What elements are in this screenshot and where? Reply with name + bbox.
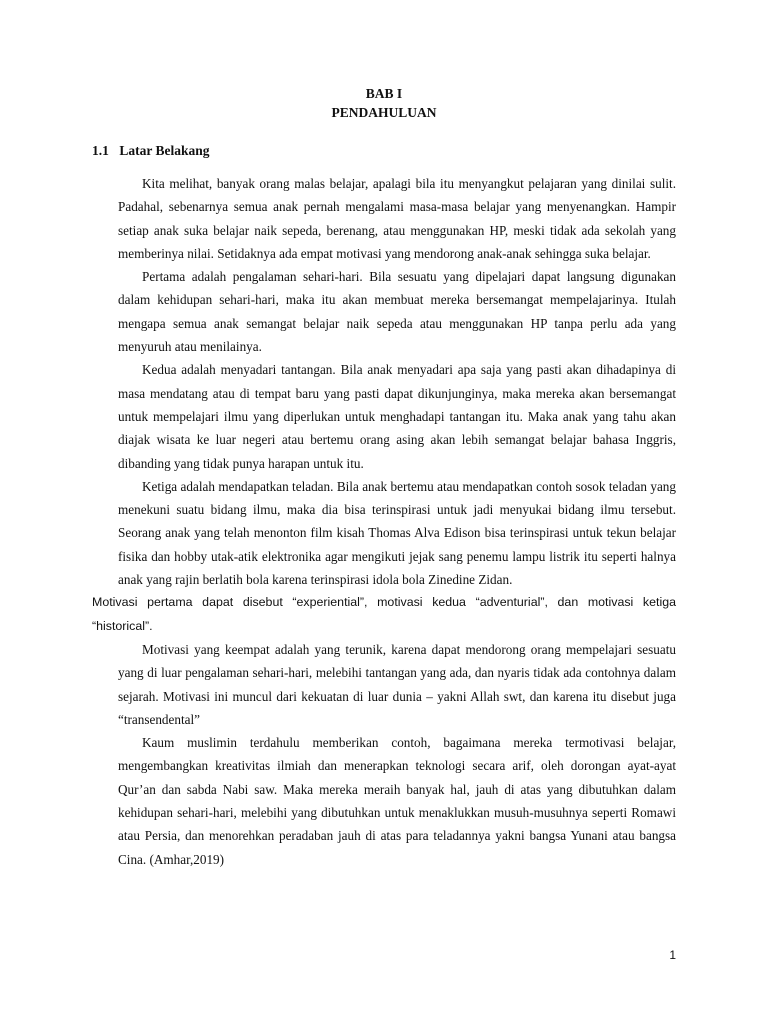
paragraph-muslim-example: Kaum muslimin terdahulu memberikan contoh, bagaimana mereka termotivasi belajar, mengembangkan kreativitas ilmiah dan menerapkan teknologi secara arif, oleh dorongan ayat-ayat Qur’an dan sabda Nabi saw. Maka mereka meraih banyak hal, jauh di atas yang dibutuhkan dalam kehidupan sehari-hari, melebihi yang dibutuhkan untuk menaklukkan musuh-musuhnya seperti Romawi atau Persia, dan menorehkan peradaban jauh di atas para teladannya yakni bangsa Yunani atau bangsa Cina. (Amhar,2019) (118, 735, 676, 867)
paragraph-fourth-motivation: Motivasi yang keempat adalah yang terunik, karena dapat mendorong orang mempelajari sesuatu yang di luar pengalaman sehari-hari, melebihi tantangan yang ada, dan nyaris tidak ada contohnya dalam sejarah. Motivasi ini muncul dari kekuatan di luar dunia – yakni Allah swt, dan karena itu disebut juga “transendental” (118, 641, 676, 727)
paragraph-motivation-names: Motivasi pertama dapat disebut “experiential”, motivasi kedua “adventurial”, dan motivasi ketiga “historical”. (92, 595, 676, 633)
body-text (92, 172, 676, 871)
paragraph-second-motivation: Kedua adalah menyadari tantangan. Bila anak menyadari apa saja yang pasti akan dihadapinya di masa mendatang atau di tempat baru yang pasti dapat dikunjunginya, maka mereka akan bersemangat untuk mempelajari ilmu yang diperlukan untuk menghadapi tantangan itu. Maka anak yang tahu akan diajak wisata ke luar negeri atau bertemu orang asing akan lebih semangat belajar bahasa Inggris, dibanding yang tidak punya harapan untuk itu. (118, 362, 676, 471)
section-number: 1.1 (92, 143, 109, 158)
section-title: Latar Belakang (119, 143, 210, 158)
paragraph-first-motivation: Pertama adalah pengalaman sehari-hari. Bila sesuatu yang dipelajari dapat langsung digunakan dalam kehidupan sehari-hari, maka itu akan membuat mereka bersemangat mempelajarinya. Itulah mengapa semua anak semangat belajar naik sepeda atau menggunakan HP tanpa perlu ada yang menyuruh atau menilainya. (118, 269, 676, 355)
chapter-title: PENDAHULUAN (331, 105, 437, 120)
paragraph-intro: Kita melihat, banyak orang malas belajar, apalagi bila itu menyangkut pelajaran yang dinilai sulit. Padahal, sebenarnya semua anak pernah mengalami masa-masa belajar yang menyenangkan. Hampir setiap anak suka belajar naik sepeda, berenang, atau menggunakan HP, meski tidak ada sekolah yang memberinya nilai. Setidaknya ada empat motivasi yang mendorong anak-anak sehingga suka belajar. (118, 176, 676, 261)
chapter-label: BAB I (365, 86, 403, 101)
page-number: 1 (669, 948, 676, 962)
paragraph-third-motivation: Ketiga adalah mendapatkan teladan. Bila anak bertemu atau mendapatkan contoh sosok teladan yang menekuni suatu bidang ilmu, maka dia bisa terinspirasi untuk jadi menyukai bidang ilmu tersebut. Seorang anak yang telah menonton film kisah Thomas Alva Edison bisa terinspirasi untuk tekun belajar fisika dan hobby utak-atik elektronika agar mengikuti jejak sang penemu lampu listrik itu seperti halnya anak yang rajin berlatih bola karena terinspirasi idola bola Zinedine Zidan. (118, 478, 676, 588)
section-heading (92, 142, 210, 160)
